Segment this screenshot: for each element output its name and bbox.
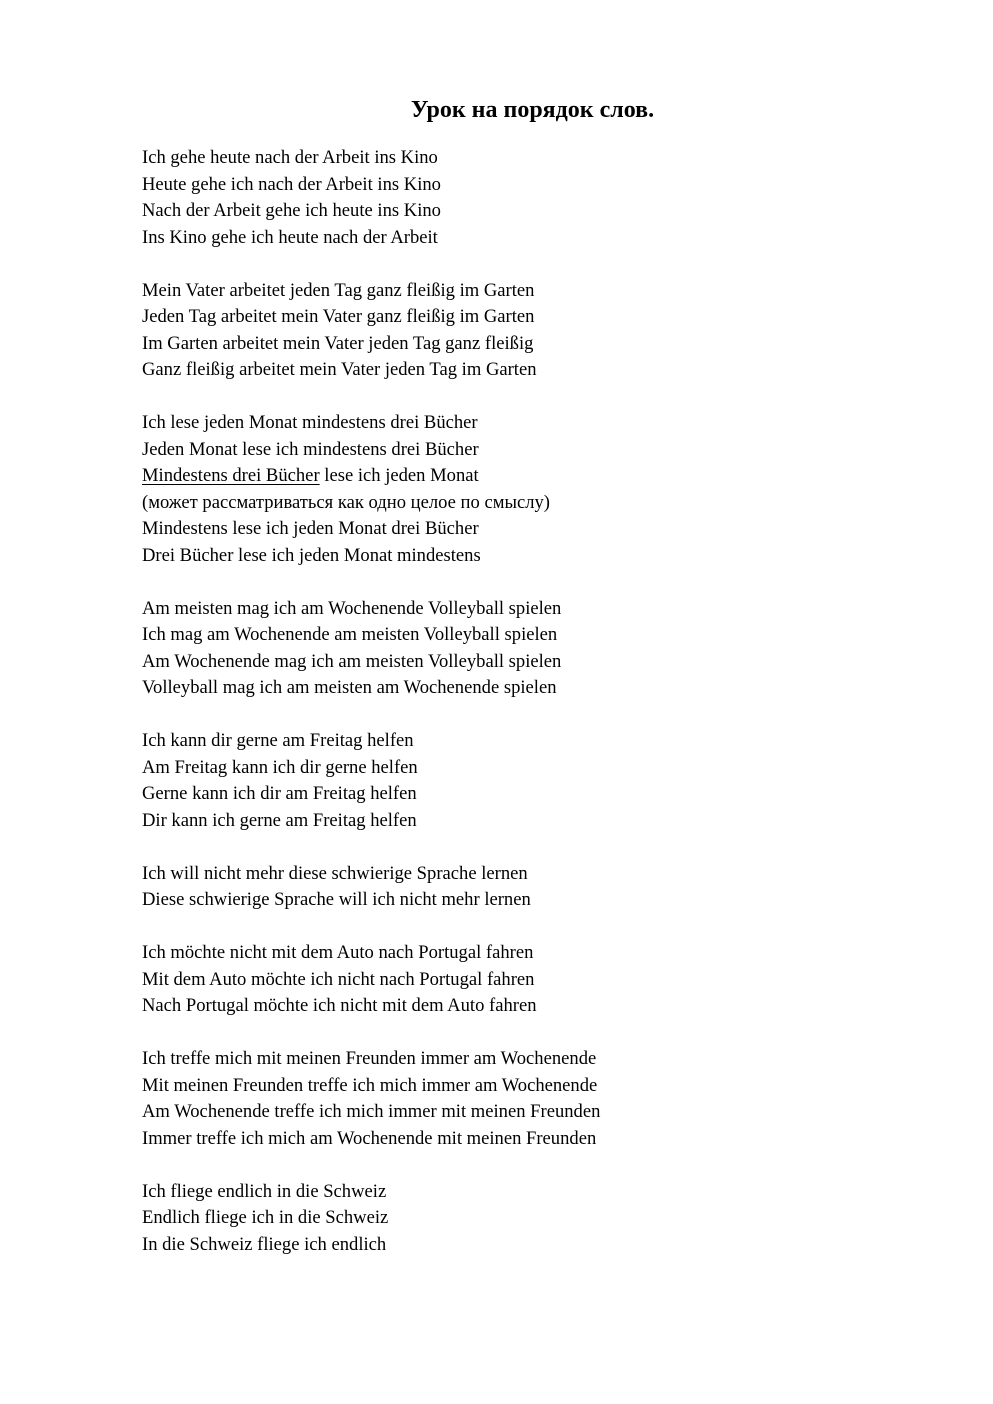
sentence-line-underlined: [142, 463, 962, 490]
underlined-phrase: Mindestens drei Bücher: [142, 465, 320, 486]
sentence-line: Heute gehe ich nach der Arbeit ins Kino: [142, 173, 441, 195]
sentence-remainder: lese ich jeden Monat: [319, 465, 479, 486]
blank-line: [142, 1152, 962, 1179]
sentence-line: Im Garten arbeitet mein Vater jeden Tag ganz fleißig: [142, 332, 534, 354]
sentence-line: Ganz fleißig arbeitet mein Vater jeden Tag im Garten: [142, 359, 537, 380]
blank-line: [142, 702, 962, 729]
sentence-line: Am Freitag kann ich dir gerne helfen: [142, 756, 418, 778]
sentence-line: Jeden Monat lese ich mindestens drei Bücher: [142, 438, 479, 460]
blank-line: [142, 569, 962, 596]
sentence-group: [142, 940, 962, 1020]
sentence-line: Ich gehe heute nach der Arbeit ins Kino: [142, 147, 438, 168]
sentence-line: Mein Vater arbeitet jeden Tag ganz fleißig im Garten: [142, 279, 535, 301]
sentence-line: Endlich fliege ich in die Schweiz: [142, 1207, 389, 1228]
sentence-line: Dir kann ich gerne am Freitag helfen: [142, 809, 417, 831]
document-body: [142, 145, 962, 1258]
page-title: Урок на порядок слов.: [410, 97, 655, 123]
sentence-line: Diese schwierige Sprache will ich nicht mehr lernen: [142, 889, 531, 910]
sentence-group: [142, 1179, 962, 1259]
sentence-line: Volleyball mag ich am meisten am Wochenende spielen: [142, 677, 557, 698]
sentence-line: Ich fliege endlich in die Schweiz: [142, 1180, 387, 1202]
sentence-group: [142, 861, 962, 914]
sentence-line: Nach der Arbeit gehe ich heute ins Kino: [142, 200, 441, 221]
sentence-line: Jeden Tag arbeitet mein Vater ganz fleißig im Garten: [142, 306, 535, 327]
blank-line: [142, 251, 962, 278]
sentence-line: Immer treffe ich mich am Wochenende mit meinen Freunden: [142, 1127, 597, 1149]
sentence-line: Nach Portugal möchte ich nicht mit dem Auto fahren: [142, 995, 537, 1016]
sentence-line: In die Schweiz fliege ich endlich: [142, 1233, 387, 1255]
sentence-line: Am Wochenende mag ich am meisten Volleyball spielen: [142, 650, 562, 672]
sentence-group: [142, 410, 962, 569]
blank-line: [142, 914, 962, 941]
sentence-line: Am meisten mag ich am Wochenende Volleyball spielen: [142, 597, 562, 619]
blank-line: [142, 834, 962, 861]
sentence-line: Drei Bücher lese ich jeden Monat mindestens: [142, 544, 481, 566]
sentence-line: Ich möchte nicht mit dem Auto nach Portugal fahren: [142, 942, 534, 963]
sentence-line: Gerne kann ich dir am Freitag helfen: [142, 783, 417, 804]
sentence-group: [142, 728, 962, 834]
sentence-line: Mit dem Auto möchte ich nicht nach Portugal fahren: [142, 968, 535, 990]
sentence-group: [142, 145, 962, 251]
explanatory-note: (может рассматриваться как одно целое по смыслу): [142, 491, 550, 513]
sentence-line: Ich mag am Wochenende am meisten Volleyball spielen: [142, 624, 558, 645]
sentence-line: Am Wochenende treffe ich mich immer mit meinen Freunden: [142, 1101, 601, 1122]
sentence-group: [142, 596, 962, 702]
sentence-group: [142, 1046, 962, 1152]
sentence-line: Ich lese jeden Monat mindestens drei Bücher: [142, 412, 478, 433]
sentence-group: [142, 278, 962, 384]
sentence-line: Mindestens lese ich jeden Monat drei Bücher: [142, 518, 479, 539]
sentence-line: Mit meinen Freunden treffe ich mich immer am Wochenende: [142, 1074, 598, 1096]
sentence-line: Ich kann dir gerne am Freitag helfen: [142, 730, 414, 751]
sentence-line: Ich will nicht mehr diese schwierige Sprache lernen: [142, 862, 528, 884]
blank-line: [142, 1020, 962, 1047]
sentence-line: Ins Kino gehe ich heute nach der Arbeit: [142, 226, 438, 248]
sentence-line: Ich treffe mich mit meinen Freunden immer am Wochenende: [142, 1048, 597, 1069]
blank-line: [142, 384, 962, 411]
